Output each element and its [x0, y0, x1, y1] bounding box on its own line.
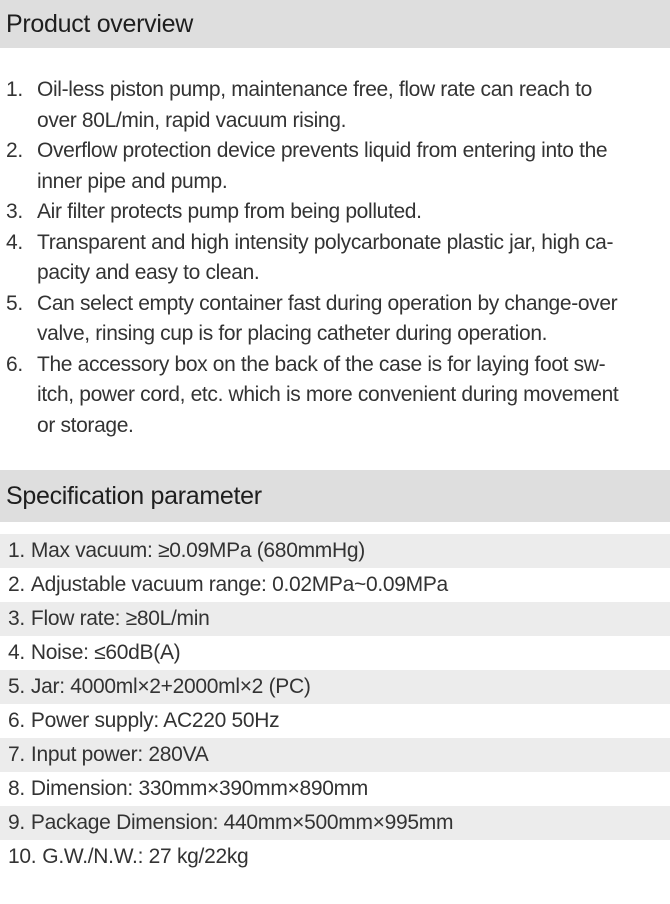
specification-heading: Specification parameter — [0, 470, 670, 522]
overview-line: Transparent and high intensity polycarbonate plastic jar, high ca- — [37, 230, 614, 254]
product-overview-heading: Product overview — [0, 0, 670, 48]
spec-number: 6. — [8, 709, 25, 732]
spec-number: 9. — [8, 811, 25, 834]
spec-number: 1. — [8, 539, 25, 562]
overview-body — [0, 48, 670, 446]
spec-text: Package Dimension: 440mm×500mm×995mm — [30, 811, 454, 834]
overview-line: or storage. — [37, 413, 134, 437]
spec-row-2 — [0, 568, 670, 602]
overview-line: Can select empty container fast during operation by change-over — [37, 291, 618, 315]
spec-row-5 — [0, 670, 670, 704]
overview-item-text — [37, 350, 670, 442]
spec-row-6 — [0, 704, 670, 738]
overview-item-number: 5. — [6, 291, 23, 315]
overview-item-text — [37, 136, 670, 197]
spec-number: 8. — [8, 777, 25, 800]
overview-item-number: 6. — [6, 352, 23, 376]
overview-line: itch, power cord, etc. which is more convenient during movement — [37, 383, 619, 406]
overview-line: The accessory box on the back of the case is for laying foot sw- — [37, 352, 606, 376]
overview-item-2 — [0, 136, 670, 197]
spec-text: Flow rate: ≥80L/min — [30, 607, 210, 630]
overview-line: Overflow protection device prevents liquid from entering into the — [37, 139, 608, 162]
overview-line: Air filter protects pump from being polluted. — [37, 200, 422, 223]
overview-line: inner pipe and pump. — [37, 169, 228, 193]
overview-item-number: 1. — [6, 78, 23, 101]
overview-item-6 — [0, 350, 670, 442]
spec-number: 3. — [8, 607, 25, 630]
overview-line: valve, rinsing cup is for placing catheter during operation. — [37, 322, 548, 345]
spec-number: 10. — [8, 845, 37, 868]
overview-item-number: 3. — [6, 200, 23, 223]
spec-row-8 — [0, 772, 670, 806]
spec-text: Jar: 4000ml×2+2000ml×2 (PC) — [30, 675, 311, 698]
spec-row-4 — [0, 636, 670, 670]
overview-line: pacity and easy to clean. — [37, 261, 260, 284]
overview-item-1 — [0, 75, 670, 136]
spec-number: 4. — [8, 641, 25, 664]
overview-item-number: 4. — [6, 230, 23, 254]
spec-row-3 — [0, 602, 670, 636]
spec-text: Input power: 280VA — [30, 743, 209, 766]
spec-number: 7. — [8, 743, 25, 766]
spec-row-7 — [0, 738, 670, 772]
spec-list — [0, 534, 670, 874]
spec-row-1 — [0, 534, 670, 568]
overview-item-5 — [0, 289, 670, 350]
product-overview-section — [0, 0, 670, 446]
spec-text: Max vacuum: ≥0.09MPa (680mmHg) — [30, 539, 365, 562]
spec-row-9 — [0, 806, 670, 840]
overview-item-text — [37, 197, 670, 228]
overview-item-text — [37, 75, 670, 136]
spec-text: Noise: ≤60dB(A) — [30, 641, 181, 664]
overview-item-text — [37, 228, 670, 289]
overview-item-number: 2. — [6, 139, 23, 162]
spec-text: Adjustable vacuum range: 0.02MPa~0.09MPa — [30, 573, 448, 596]
specification-section — [0, 470, 670, 874]
overview-item-3 — [0, 197, 670, 228]
spec-text: Power supply: AC220 50Hz — [30, 709, 280, 732]
spec-number: 2. — [8, 573, 25, 596]
overview-line: over 80L/min, rapid vacuum rising. — [37, 108, 347, 132]
spec-number: 5. — [8, 675, 25, 698]
spec-row-10 — [0, 840, 670, 874]
spec-text: Dimension: 330mm×390mm×890mm — [30, 777, 368, 800]
overview-item-text — [37, 289, 670, 350]
overview-line: Oil-less piston pump, maintenance free, flow rate can reach to — [37, 78, 592, 101]
overview-item-4 — [0, 228, 670, 289]
overview-list — [0, 75, 670, 441]
spec-text: G.W./N.W.: 27 kg/22kg — [42, 845, 249, 868]
